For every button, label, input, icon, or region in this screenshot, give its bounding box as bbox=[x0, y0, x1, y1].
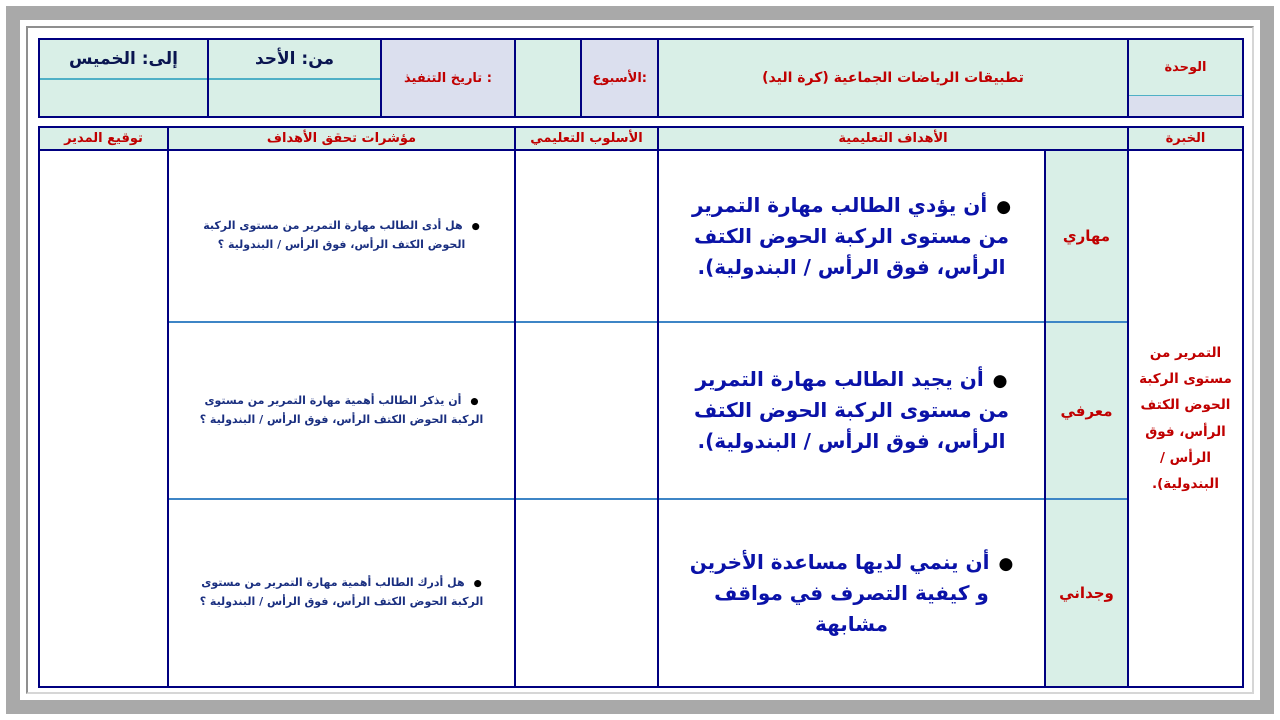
indicator-text: هل أدى الطالب مهارة التمرير من مستوى الركبة الحوض الكتف الرأس، فوق الرأس / البندولية ؟ bbox=[203, 219, 466, 251]
category-cell bbox=[1046, 500, 1127, 686]
indicator-cell bbox=[169, 500, 514, 686]
header-experience: الخبرة bbox=[1127, 128, 1242, 149]
objective-text: أن ينمي لديها مساعدة الأخرين و كيفية التصرف في مواقف مشابهة bbox=[689, 549, 990, 636]
header-signature: توقيع المدير bbox=[64, 131, 143, 146]
cell-week bbox=[580, 40, 657, 116]
lesson-plan-table bbox=[38, 126, 1244, 688]
to-day-label: إلى: الخميس bbox=[40, 40, 207, 80]
experience-text: التمرير من مستوى الركبة الحوض الكتف الرأس، فوق الرأس / البندولية). bbox=[1139, 344, 1232, 493]
bullet-icon: ● bbox=[996, 196, 1012, 217]
category-label: مهاري bbox=[1062, 227, 1111, 245]
indicators-column bbox=[167, 151, 514, 686]
objective-text: أن يجيد الطالب مهارة التمرير من مستوى الركبة الحوض الكتف الرأس، فوق الرأس / البندولية). bbox=[694, 367, 1009, 453]
from-day-empty bbox=[209, 80, 380, 116]
category-label: معرفي bbox=[1060, 401, 1113, 420]
indicator-text: أن يذكر الطالب أهمية مهارة التمرير من مستوى الركبة الحوض الكتف الرأس، فوق الرأس / البندولية ؟ bbox=[199, 393, 484, 426]
method-cell bbox=[516, 323, 657, 500]
top-info-table bbox=[38, 38, 1244, 118]
objectives-column bbox=[659, 151, 1044, 686]
main-table-header bbox=[40, 128, 1242, 151]
bullet-icon: ● bbox=[471, 221, 480, 233]
category-column bbox=[1044, 151, 1127, 686]
objectives-group bbox=[657, 151, 1127, 686]
header-method: الأسلوب التعليمي bbox=[514, 128, 657, 149]
unit-title-text: تطبيقات الرياضات الجماعية (كرة اليد) bbox=[762, 70, 1024, 86]
cell-to-day bbox=[40, 40, 207, 116]
cell-unit-title bbox=[657, 40, 1127, 116]
category-cell bbox=[1046, 323, 1127, 500]
objective-cell bbox=[659, 500, 1044, 686]
bullet-icon: ● bbox=[992, 371, 1008, 391]
from-day-label: من: الأحد bbox=[209, 40, 380, 80]
experience-cell bbox=[1127, 151, 1242, 686]
cell-unit-label bbox=[1127, 40, 1242, 116]
header-indicators: مؤشرات تحقق الأهداف bbox=[167, 128, 514, 149]
objective-cell bbox=[659, 151, 1044, 323]
cell-from-day bbox=[207, 40, 380, 116]
unit-label-empty bbox=[1129, 96, 1242, 116]
objective-text: أن يؤدي الطالب مهارة التمرير من مستوى الركبة الحوض الكتف الرأس، فوق الرأس / البندولية). bbox=[691, 192, 1009, 279]
objective-cell bbox=[659, 323, 1044, 500]
bullet-icon: ● bbox=[470, 395, 479, 407]
category-label: وجداني bbox=[1059, 584, 1114, 602]
header-objectives: الأهداف التعليمية bbox=[657, 128, 1127, 149]
method-cell bbox=[516, 151, 657, 323]
to-day-empty bbox=[40, 80, 207, 116]
bullet-icon: ● bbox=[473, 578, 482, 590]
indicator-cell bbox=[169, 323, 514, 500]
method-cell bbox=[516, 500, 657, 686]
indicator-cell bbox=[169, 151, 514, 323]
unit-label-text: الوحدة bbox=[1129, 40, 1242, 96]
signature-cell bbox=[40, 151, 167, 686]
method-column bbox=[514, 151, 657, 686]
indicator-text: هل أدرك الطالب أهمية مهارة التمرير من مستوى الركبة الحوض الكتف الرأس، فوق الرأس / البندولية ؟ bbox=[199, 576, 484, 608]
cell-blank bbox=[514, 40, 580, 116]
exec-date-label: تاريخ التنفيذ : bbox=[404, 70, 492, 86]
category-cell bbox=[1046, 151, 1127, 323]
main-table-body bbox=[40, 151, 1242, 686]
bullet-icon: ● bbox=[998, 553, 1014, 574]
cell-exec-date bbox=[380, 40, 514, 116]
week-label: الأسبوع: bbox=[592, 70, 647, 86]
